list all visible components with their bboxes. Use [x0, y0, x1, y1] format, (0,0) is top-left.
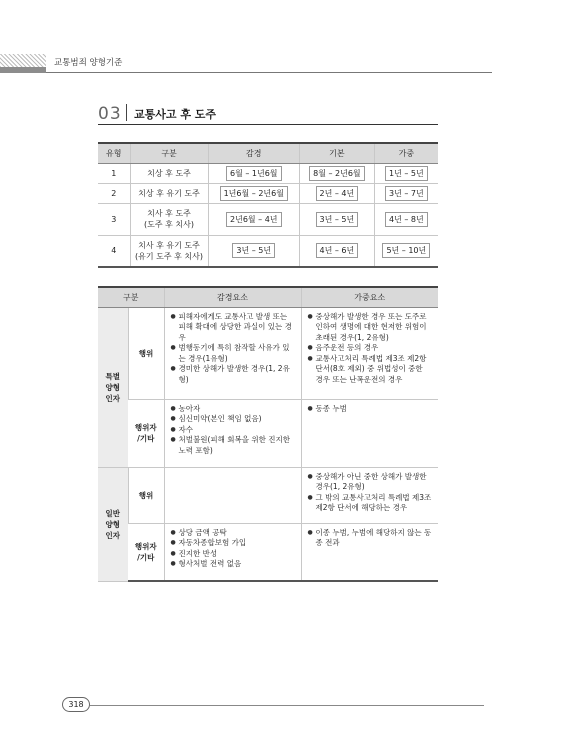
- factor-list: [308, 528, 433, 549]
- basic-cell: [300, 183, 375, 203]
- aggravated-cell: [374, 163, 438, 183]
- col-header-aggravated: 가중: [374, 143, 438, 163]
- range-box: 3년 – 5년: [232, 243, 275, 258]
- table-header-row: [98, 287, 438, 307]
- list-item: ● 그 밖의 교통사고처리 특례법 제3조 제2항 단서에 해당하는 경우: [308, 493, 433, 514]
- range-box: 3년 – 5년: [316, 212, 359, 227]
- special-factors-label: [98, 307, 128, 467]
- category-line-1: 치사 후 유기 도주: [138, 240, 200, 250]
- header-bar: [0, 67, 46, 73]
- mitigated-cell: [208, 235, 300, 267]
- basic-cell: [300, 163, 375, 183]
- table-row: [98, 203, 438, 235]
- list-item: ● 피해자에게도 교통사고 발생 또는 피해 확대에 상당한 과실이 있는 경우: [171, 312, 295, 344]
- col-header-type: 유형: [98, 143, 130, 163]
- category-cell: 치상 후 도주: [130, 163, 208, 183]
- footer-rule: [90, 705, 484, 706]
- list-item: ● 중상해가 발생한 경우 또는 도주로 인하여 생명에 대한 현저한 위험이 초래된 경우(1, 2유형): [308, 312, 433, 344]
- range-box: 4년 – 6년: [316, 243, 359, 258]
- factor-list: [171, 528, 295, 570]
- section-number: 03: [98, 104, 122, 124]
- range-box: 4년 – 8년: [385, 212, 428, 227]
- type-cell: 3: [98, 203, 130, 235]
- type-cell: 2: [98, 183, 130, 203]
- list-item: ● 상당 금액 공탁: [171, 528, 295, 539]
- aggravating-cell: [301, 467, 438, 523]
- list-item: ● 진지한 반성: [171, 549, 295, 560]
- group-label-line: 양형: [105, 382, 120, 392]
- list-item: ● 형사처벌 전력 없음: [171, 559, 295, 570]
- group-label-line: 일반: [105, 508, 120, 518]
- mitigated-cell: [208, 203, 300, 235]
- col-header-basic: 기본: [300, 143, 375, 163]
- table-row: [98, 235, 438, 267]
- range-box: 2년 – 4년: [316, 186, 359, 201]
- category-line-2: (도주 후 치사): [144, 220, 194, 229]
- table-row: [98, 467, 438, 523]
- aggravated-cell: [374, 235, 438, 267]
- col-header-mitigating: 감경요소: [164, 287, 301, 307]
- list-item: ● 교통사고처리 특례법 제3조 제2항 단서(8호 제외) 중 위법성이 중한 경우 또는 난폭운전의 경우: [308, 354, 433, 386]
- section-rule: [98, 124, 438, 125]
- list-item: ● 심신미약(본인 책임 없음): [171, 414, 295, 425]
- conduct-label: 행위: [128, 307, 164, 399]
- aggravating-cell: [301, 523, 438, 581]
- range-box: 2년6월 – 4년: [226, 212, 282, 227]
- mitigated-cell: [208, 183, 300, 203]
- basic-cell: [300, 235, 375, 267]
- aggravating-cell: [301, 307, 438, 399]
- col-header-division: 구분: [98, 287, 164, 307]
- factor-list: [171, 312, 295, 386]
- category-line-2: (유기 도주 후 치사): [135, 251, 203, 261]
- list-item: ● 농아자: [171, 404, 295, 415]
- mitigating-cell: [164, 399, 301, 467]
- list-item: ● 동종 누범: [308, 404, 433, 415]
- col-header-category: 구분: [130, 143, 208, 163]
- list-item: ● 자수: [171, 425, 295, 436]
- sub-label-line: 행위자: [134, 423, 157, 432]
- list-item: ● 자동차종합보험 가입: [171, 538, 295, 549]
- sentence-range-table: [98, 142, 438, 268]
- range-box: 1년 – 5년: [385, 166, 428, 181]
- factor-list: [308, 472, 433, 514]
- category-cell: [130, 235, 208, 267]
- actor-label: [128, 523, 164, 581]
- page-number: 318: [62, 697, 90, 712]
- mitigated-cell: [208, 163, 300, 183]
- type-cell: 1: [98, 163, 130, 183]
- mitigating-cell: [164, 307, 301, 399]
- col-header-mitigated: 감경: [208, 143, 300, 163]
- basic-cell: [300, 203, 375, 235]
- conduct-label: 행위: [128, 467, 164, 523]
- type-cell: 4: [98, 235, 130, 267]
- sub-label-line: 행위자: [134, 541, 157, 551]
- factor-list: [308, 404, 433, 415]
- table-row: [98, 523, 438, 581]
- aggravated-cell: [374, 183, 438, 203]
- table-row: [98, 183, 438, 203]
- category-cell: 치상 후 유기 도주: [130, 183, 208, 203]
- section-title: 교통사고 후 도주: [134, 108, 217, 121]
- aggravating-cell: [301, 399, 438, 467]
- table-row: [98, 399, 438, 467]
- list-item: ● 경미한 상해가 발생한 경우(1, 2유형): [171, 364, 295, 385]
- category-cell: [130, 203, 208, 235]
- group-label-line: 특별: [105, 371, 120, 381]
- mitigating-cell: [164, 523, 301, 581]
- range-box: 6월 – 1년6월: [226, 166, 282, 181]
- list-item: ● 처벌불원(피해 회복을 위한 진지한 노력 포함): [171, 435, 295, 456]
- list-item: ● 음주운전 등의 경우: [308, 343, 433, 354]
- factor-list: [308, 312, 433, 386]
- group-label-line: 양형: [105, 519, 120, 529]
- range-box: 1년6월 – 2년6월: [220, 186, 288, 201]
- table-row: [98, 307, 438, 399]
- group-label-line: 인자: [105, 530, 120, 540]
- list-item: ● 중상해가 아닌 중한 상해가 발생한 경우(1, 2유형): [308, 472, 433, 493]
- col-header-aggravating: 가중요소: [301, 287, 438, 307]
- table-header-row: [98, 143, 438, 163]
- general-factors-label: [98, 467, 128, 581]
- header-rule: [46, 72, 492, 73]
- category-line-1: 치사 후 도주: [147, 209, 191, 218]
- range-box: 5년 – 10년: [382, 243, 430, 258]
- header-pattern: [0, 54, 46, 67]
- factor-list: [171, 404, 295, 457]
- actor-label: [128, 399, 164, 467]
- range-box: 3년 – 7년: [385, 186, 428, 201]
- list-item: ● 범행동기에 특히 참작할 사유가 있는 경우(1유형): [171, 343, 295, 364]
- section-divider: [126, 104, 127, 121]
- sub-label-line: /기타: [137, 552, 155, 562]
- sub-label-line: /기타: [137, 434, 155, 443]
- mitigating-cell: [164, 467, 301, 523]
- table-row: [98, 163, 438, 183]
- running-header-title: 교통범죄 양형기준: [54, 58, 123, 68]
- aggravated-cell: [374, 203, 438, 235]
- sentencing-factor-table: [98, 286, 438, 582]
- list-item: ● 이종 누범, 누범에 해당하지 않는 동종 전과: [308, 528, 433, 549]
- group-label-line: 인자: [105, 393, 120, 403]
- range-box: 8월 – 2년6월: [309, 166, 365, 181]
